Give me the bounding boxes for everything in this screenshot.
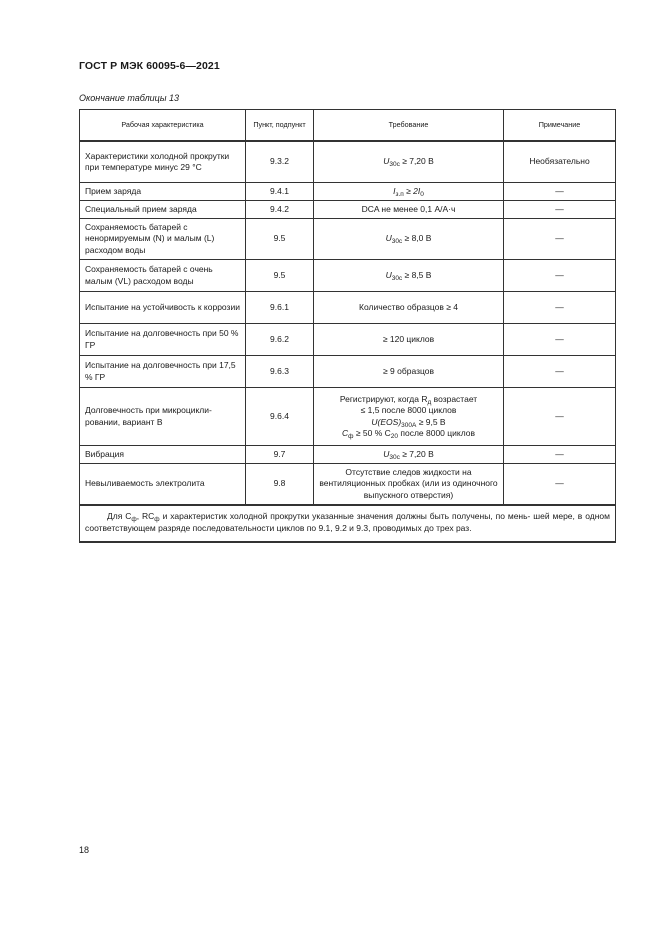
cell-requirement [314,141,504,183]
cell-clause: 9.8 [246,464,314,506]
symbol: U [385,269,392,280]
symbol: U [385,233,392,244]
cell-characteristic: Прием заряда [80,183,246,201]
cell-clause: 9.3.2 [246,141,314,183]
footnote-text: и характеристик холодной прокрутки указанные значения должны быть получены, по мень- [159,511,531,521]
cell-clause: 9.4.2 [246,201,314,219]
column-header-characteristic: Рабочая характеристика [80,110,246,142]
cell-clause: 9.5 [246,219,314,260]
requirement-line [318,394,499,405]
requirement-value: ≥ 8,0 В [402,233,432,244]
subscript: ф [131,516,137,523]
cell-note: — [504,260,616,292]
cell-note: — [504,356,616,388]
cell-characteristic: Характеристики холодной прокрутки при температуре минус 29 °С [80,141,246,183]
table-header-row [80,110,616,142]
column-header-note: Примечание [504,110,616,142]
cell-note: — [504,446,616,464]
table-row [80,324,616,356]
requirement-value: ≥ 7,20 В [399,448,434,459]
subscript: з.п [395,190,404,198]
cell-requirement: ≥ 9 образцов [314,356,504,388]
cell-characteristic: Сохраняемость батарей с очень малым (VL) расходом воды [80,260,246,292]
cell-characteristic: Вибрация [80,446,246,464]
cell-note: Необязательно [504,141,616,183]
cell-note: — [504,219,616,260]
cell-clause: 9.7 [246,446,314,464]
cell-clause: 9.4.1 [246,183,314,201]
cell-requirement [314,183,504,201]
requirement-value: ≥ 8,5 В [402,269,432,280]
subscript: д [427,399,432,407]
symbol: C [342,427,349,438]
cell-requirement [314,219,504,260]
table-caption: Окончание таблицы 13 [79,93,179,103]
requirement-text: ≥ 9,5 В [416,416,446,427]
footnote-text: раз. [455,523,472,534]
cell-characteristic: Специальный прием заряда [80,201,246,219]
footnote-text: Для C [107,511,132,521]
table-row [80,183,616,201]
cell-requirement [314,446,504,464]
footnote-text: , RC [136,511,155,521]
cell-characteristic: Испытание на устойчивость к коррозии [80,292,246,324]
table-row [80,260,616,292]
subscript: 30с [391,238,403,246]
table-row [80,446,616,464]
cell-note: — [504,201,616,219]
table-row [80,388,616,446]
requirement-line: ≤ 1,5 после 8000 циклов [360,405,457,416]
cell-clause: 9.6.4 [246,388,314,446]
cell-note: — [504,324,616,356]
footnote-text: шей мере, в одном соответствующем разряде последовательности циклов по 9.1, 9.2 и 9.3, проводимых до трех [85,511,610,534]
cell-clause: 9.6.3 [246,356,314,388]
cell-characteristic: Невыливаемость электролита [80,464,246,506]
subscript: 0 [420,190,424,198]
requirement-text: после 8000 циклов [398,427,475,438]
cell-note: — [504,464,616,506]
table-row [80,292,616,324]
table-row [80,464,616,506]
subscript: 30с [391,274,403,282]
cell-clause: 9.6.1 [246,292,314,324]
symbol: I [393,185,396,196]
symbol: U [383,156,390,167]
subscript: 300А [401,421,417,429]
subscript: 30с [389,453,400,461]
cell-clause: 9.6.2 [246,324,314,356]
cell-requirement: Количество образцов ≥ 4 [314,292,504,324]
cell-characteristic: Испытание на долговечность при 17,5 % ГР [80,356,246,388]
requirement-line [318,417,499,428]
subscript: ф [348,432,354,440]
column-header-requirement: Требование [314,110,504,142]
table-row [80,201,616,219]
requirement-line [318,428,499,439]
subscript: 30с [389,161,400,169]
cell-note: — [504,388,616,446]
cell-requirement [314,260,504,292]
cell-clause: 9.5 [246,260,314,292]
cell-requirement [314,388,504,446]
requirement-text: возрастает [431,394,478,405]
cell-requirement: ≥ 120 циклов [314,324,504,356]
requirement-text: Регистрируют, когда R [339,394,428,405]
requirement-value: ≥ 7,20 В [399,156,434,167]
subscript: ф [154,516,160,523]
table-row [80,141,616,183]
cell-requirement: Отсутствие следов жидкости на вентиляционных пробках (или из одиночного выпускного отверстия) [314,464,504,506]
requirement-value: ≥ 2I [403,185,421,196]
table-footnote [80,505,616,542]
table-footer-row [80,505,616,542]
cell-requirement: DCA не менее 0,1 А/А·ч [314,201,504,219]
requirements-table [79,109,616,543]
cell-characteristic: Испытание на долговечность при 50 % ГР [80,324,246,356]
subscript: 20 [390,432,398,440]
table-row [80,219,616,260]
column-header-clause: Пункт, подпункт [246,110,314,142]
cell-characteristic: Долговечность при микроцикли-ровании, вариант В [80,388,246,446]
requirement-text: ≥ 50 % C [353,427,391,438]
symbol: U [383,448,390,459]
standard-title: ГОСТ Р МЭК 60095-6—2021 [79,60,220,72]
cell-note: — [504,292,616,324]
symbol: U(EOS) [371,416,402,427]
table-row [80,356,616,388]
cell-note: — [504,183,616,201]
page-number: 18 [79,845,90,855]
cell-characteristic: Сохраняемость батарей с ненормируемым (N) и малым (L) расходом воды [80,219,246,260]
